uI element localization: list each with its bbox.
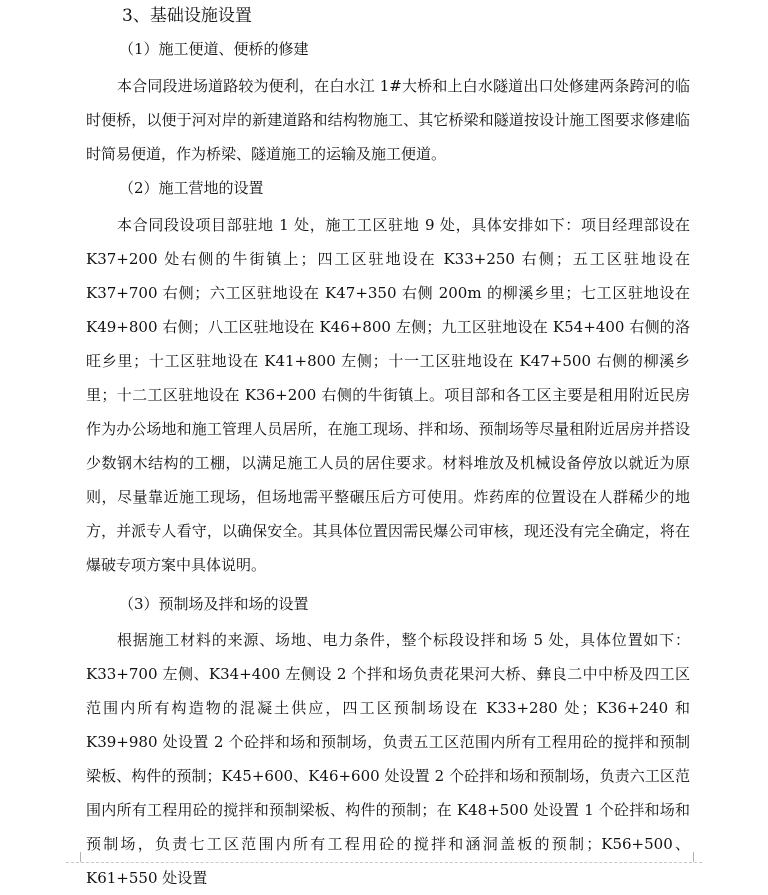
subsection-paragraph-2: 本合同段设项目部驻地 1 处，施工工区驻地 9 处，具体安排如下：项目经理部设在 K37+200 处右侧的牛街镇上；四工区驻地设在 K33+250 右侧；五工区驻地设在 K37+700 右侧；六工区驻地设在 K47+350 右侧 200m 的柳溪乡里；七工区驻地设在 K49+800 右侧；八工区驻地设在 K46+800 左侧；九工区驻地设在 K54+400 右侧的洛旺乡里；十工区驻地设在 K41+800 左侧；十一工区驻地设在 K47+500 右侧的柳溪乡里；十二工区驻地设在 K36+200 右侧的牛街镇上。项目部和各工区主要是租用附近民房作为办公场地和施工管理人员居所，在施工现场、拌和场、预制场等尽量租附近居房并搭设少数钢木结构的工棚，以满足施工人员的居住要求。材料堆放及机械设备停放以就近为原则，尽量靠近施工现场，但场地需平整碾压后方可使用。炸药库的位置设在人群稀少的地方，并派专人看守，以确保安全。其具体位置因需民爆公司审核，现还没有完全确定，将在爆破专项方案中具体说明。: [86, 216, 690, 574]
subsection-heading-3: （3）预制场及拌和场的设置: [119, 595, 309, 613]
subsection-paragraph-1: 本合同段进场道路较为便利，在白水江 1#大桥和上白水隧道出口处修建两条跨河的临时便桥，以便于河对岸的新建道路和结构物施工、其它桥梁和隧道按设计施工图要求修建临时简易便道，作为桥梁、隧道施工的运输及施工便道。: [86, 77, 690, 163]
section-title: 3、基础设施设置: [122, 6, 252, 26]
margin-corner-mark-right: [693, 852, 704, 862]
margin-corner-mark-left: [70, 852, 81, 862]
footer-divider: [66, 862, 702, 863]
subsection-heading-2: （2）施工营地的设置: [119, 179, 264, 197]
subsection-heading-1: （1）施工便道、便桥的修建: [119, 40, 309, 58]
subsection-paragraph-3: 根据施工材料的来源、场地、电力条件，整个标段设拌和场 5 处，具体位置如下：K33+700 左侧、K34+400 左侧设 2 个拌和场负责花果河大桥、彝良二中中桥及四工区范围内所有构造物的混凝土供应，四工区预制场设在 K33+280 处；K36+240 和 K39+980 处设置 2 个砼拌和场和预制场，负责五工区范围内所有工程用砼的搅拌和预制梁板、构件的预制；K45+600、K46+600 处设置 2 个砼拌和场和预制场，负责六工区范围内所有工程用砼的搅拌和预制梁板、构件的预制；在 K48+500 处设置 1 个砼拌和场和预制场，负责七工区范围内所有工程用砼的搅拌和涵洞盖板的预制；K56+500、K61+550 处设置: [86, 631, 690, 887]
